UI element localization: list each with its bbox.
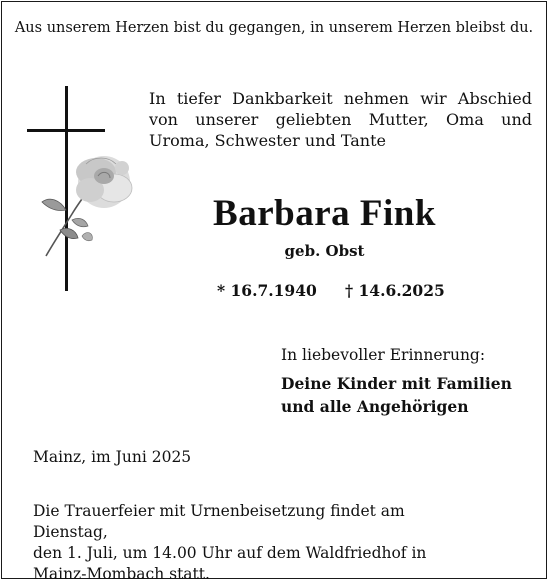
memory-label: In liebevoller Erinnerung: <box>281 346 486 364</box>
rose-flower-icon <box>76 156 132 208</box>
mourners <box>281 372 512 418</box>
funeral-info <box>33 501 473 585</box>
intro-text: In tiefer Dankbarkeit nehmen wir Abschied von unserer geliebten Mutter, Oma und Uroma, Schwester und Tante <box>149 89 532 150</box>
mourners-line-1: Deine Kinder mit Familien <box>281 374 512 393</box>
mourners-line-2: und alle Angehörigen <box>281 397 469 416</box>
obituary-notice <box>1 1 547 583</box>
funeral-line-1: Die Trauerfeier mit Urnenbeisetzung findet am Dienstag, <box>33 502 405 541</box>
place-date: Mainz, im Juni 2025 <box>33 448 192 466</box>
funeral-line-2: den 1. Juli, um 14.00 Uhr auf dem Waldfriedhof in <box>33 544 427 562</box>
death-date: † 14.6.2025 <box>345 281 445 300</box>
motto-text: Aus unserem Herzen bist du gegangen, in unserem Herzen bleibst du. <box>14 20 534 36</box>
birth-date: * 16.7.1940 <box>217 281 317 300</box>
deceased-name: Barbara Fink <box>213 193 436 234</box>
funeral-line-3: Mainz-Mombach statt. <box>33 565 210 583</box>
maiden-name: geb. Obst <box>284 242 365 260</box>
cross-with-rose <box>24 84 144 298</box>
cross-icon <box>24 84 144 294</box>
